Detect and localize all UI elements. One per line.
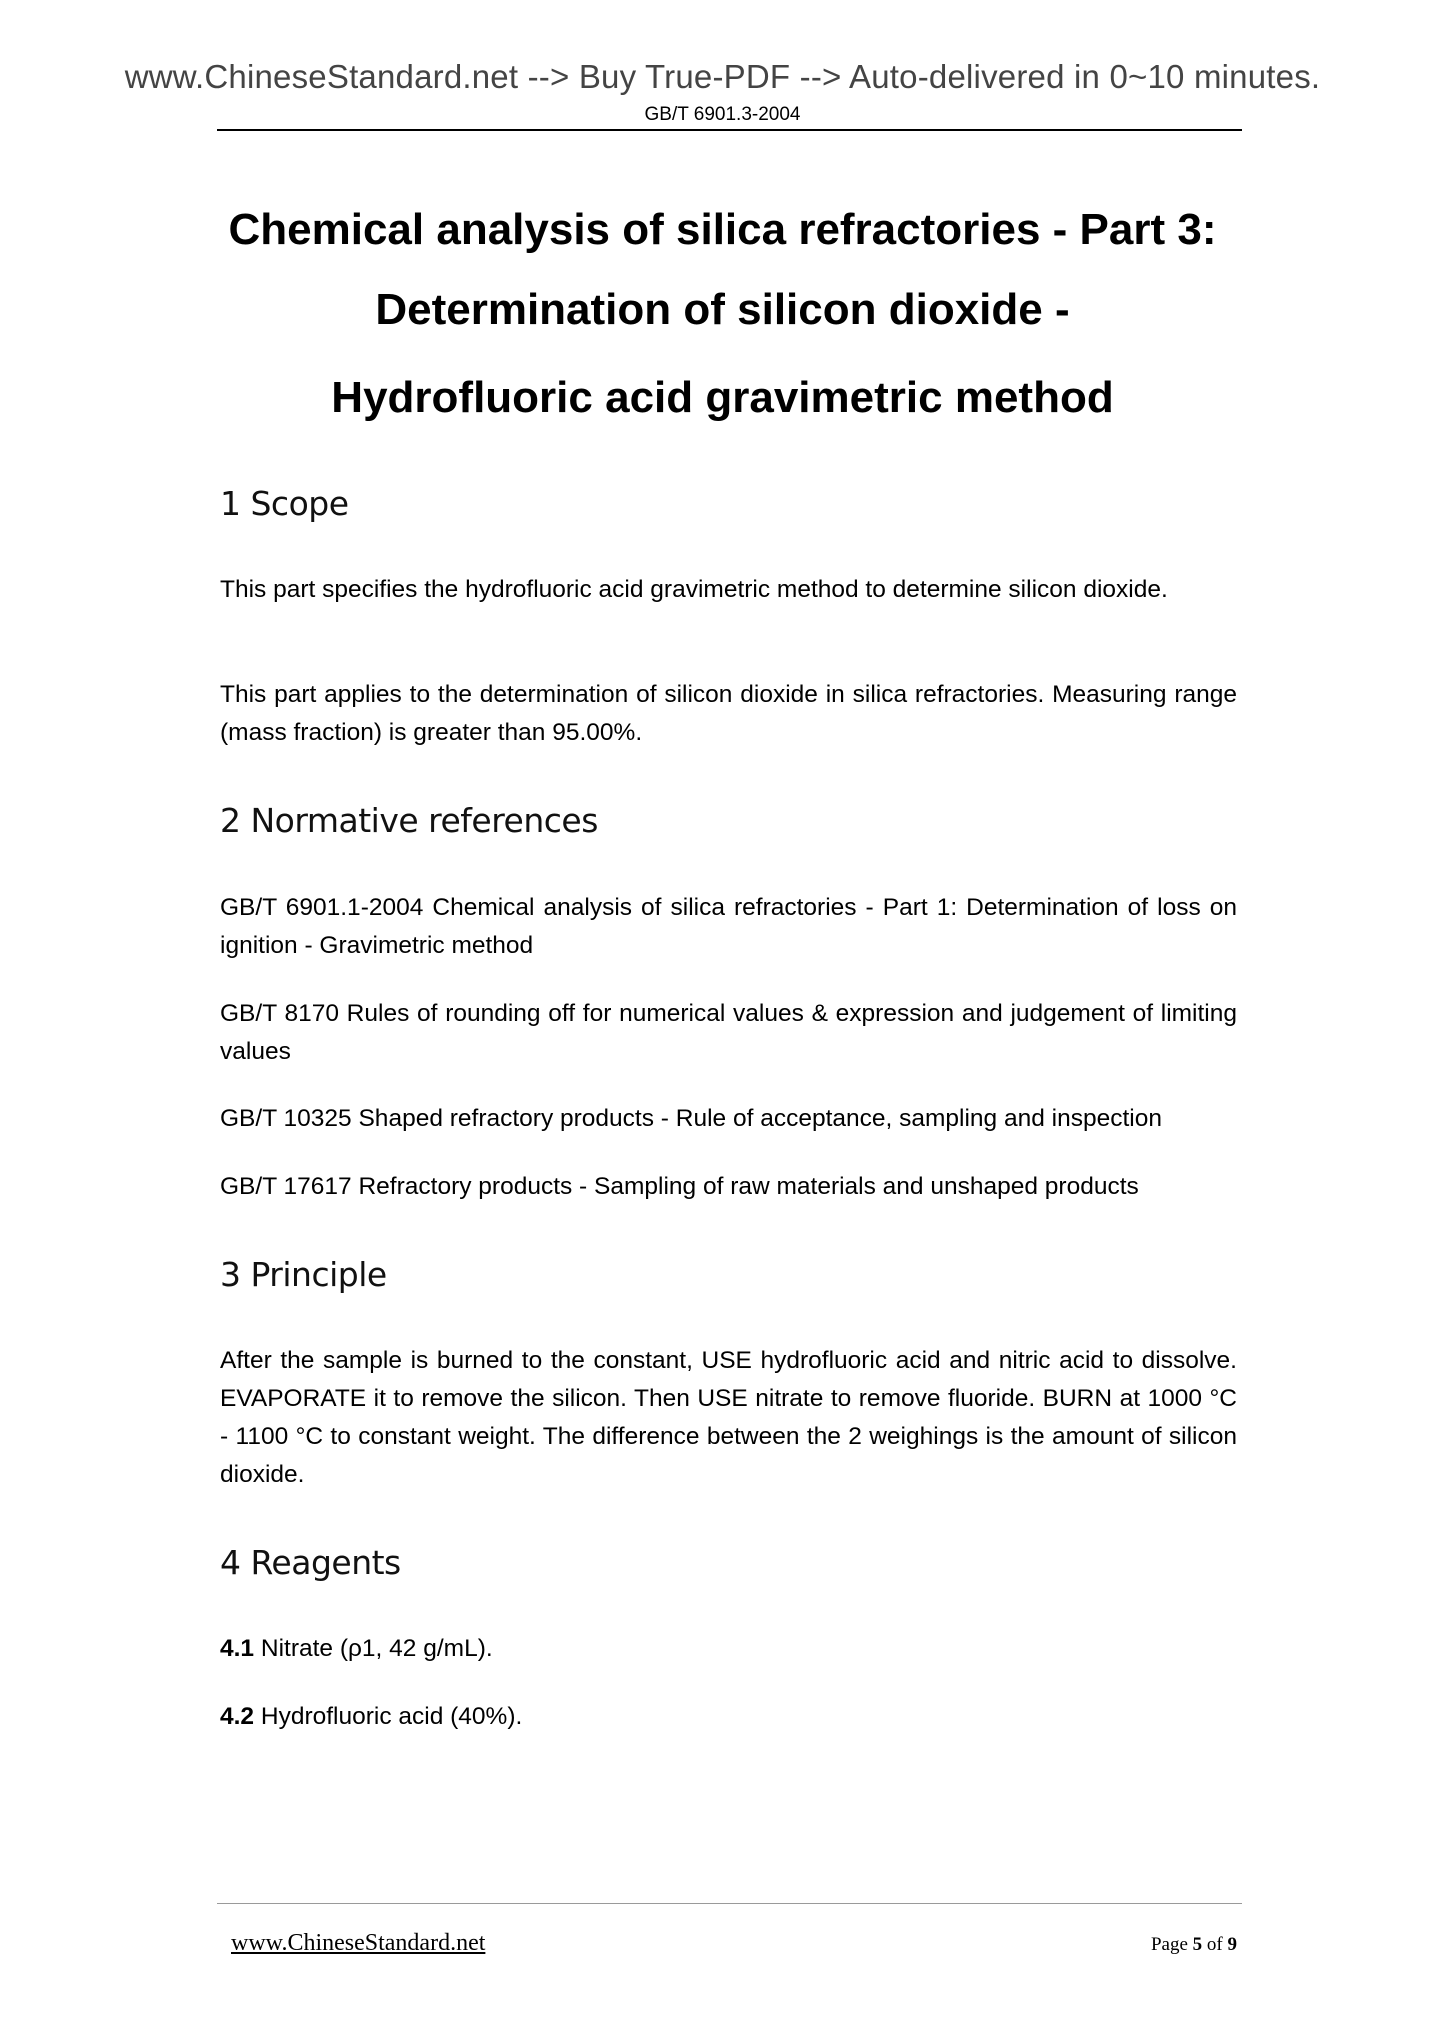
page-current: 5 [1192, 1934, 1203, 1955]
reference-item: GB/T 6901.1-2004 Chemical analysis of silica refractories - Part 1: Determination of loss on ignition - Gravimetric method [220, 894, 1237, 959]
reagent-text: Hydrofluoric acid (40%). [254, 1703, 523, 1730]
document-title-line-2: Determination of silicon dioxide - [375, 285, 1070, 334]
principle-paragraph: After the sample is burned to the constant, USE hydrofluoric acid and nitric acid to dissolve. EVAPORATE it to remove the silicon. Then USE nitrate to remove fluoride. BURN at 1000 °C - 1100 °C to constant weight. The difference between the 2 weighings is the amount of silicon dioxide. [220, 1347, 1237, 1488]
document-title-line-1: Chemical analysis of silica refractories - Part 3: [228, 205, 1217, 254]
section-heading-normative-references: 2 Normative references [220, 801, 598, 840]
reference-item: GB/T 10325 Shaped refractory products - Rule of acceptance, sampling and inspection [220, 1105, 1162, 1132]
page-number [1151, 1934, 1237, 1956]
reagent-item-4-1 [220, 1630, 1237, 1668]
reagent-text: Nitrate (ρ1, 42 g/mL). [254, 1635, 493, 1662]
page-total: 9 [1227, 1934, 1237, 1955]
reference-item: GB/T 8170 Rules of rounding off for numerical values & expression and judgement of limiting values [220, 1000, 1237, 1065]
reagent-number: 4.1 [220, 1635, 255, 1662]
standard-code: GB/T 6901.3-2004 [644, 104, 801, 125]
section-heading-principle: 3 Principle [220, 1255, 387, 1294]
document-title-line-3: Hydrofluoric acid gravimetric method [331, 373, 1114, 422]
section-heading-reagents: 4 Reagents [220, 1543, 401, 1582]
reference-item: GB/T 17617 Refractory products - Sampling of raw materials and unshaped products [220, 1173, 1139, 1200]
reagent-item-4-2 [220, 1698, 1237, 1736]
page-of: of [1202, 1934, 1228, 1955]
scope-paragraph-2: This part applies to the determination of silicon dioxide in silica refractories. Measuring range (mass fraction) is greater than 95.00%. [220, 681, 1237, 746]
site-banner: www.ChineseStandard.net --> Buy True-PDF --> Auto-delivered in 0~10 minutes. [124, 58, 1321, 95]
footer-divider [217, 1903, 1242, 1904]
reagent-number: 4.2 [220, 1703, 255, 1730]
section-heading-scope: 1 Scope [220, 484, 349, 523]
page-prefix: Page [1150, 1934, 1193, 1955]
header-divider [217, 129, 1242, 131]
scope-paragraph-1: This part specifies the hydrofluoric acid gravimetric method to determine silicon dioxide. [220, 576, 1168, 603]
footer-site-link[interactable]: www.ChineseStandard.net [231, 1930, 486, 1956]
